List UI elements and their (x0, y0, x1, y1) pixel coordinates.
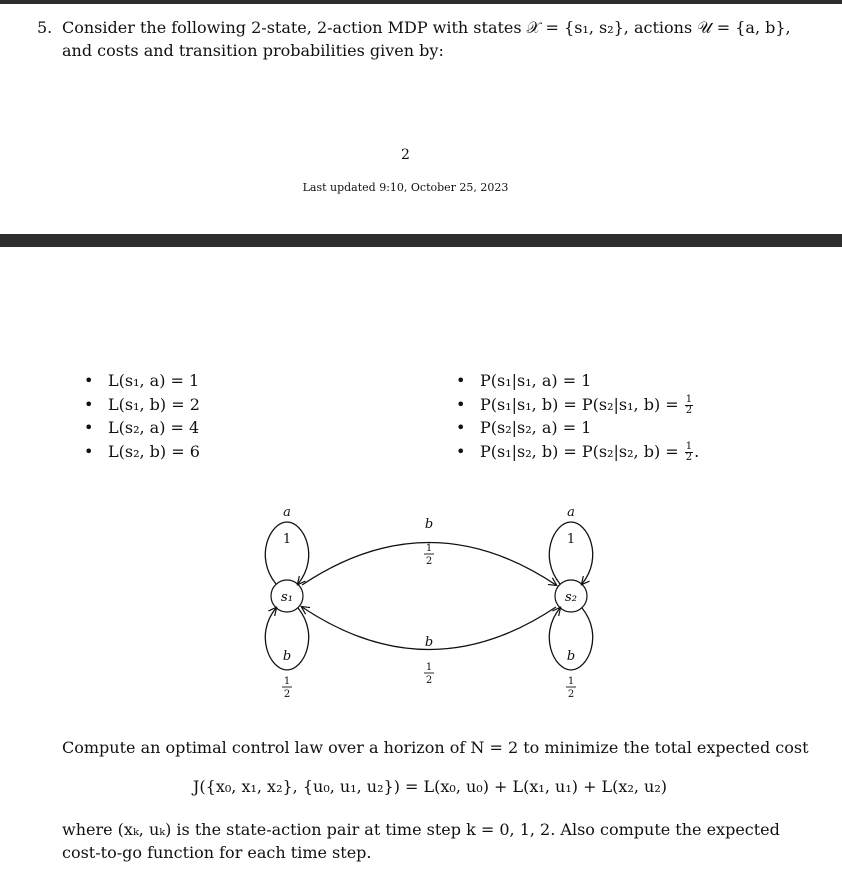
state-s2-label: s₂ (565, 590, 577, 605)
svg-text:2: 2 (425, 675, 433, 686)
svg-text:1: 1 (283, 676, 291, 687)
transition-item: • P(s₂|s₂, a) = 1 (456, 416, 699, 440)
s2-loop-a-prob: 1 (566, 532, 576, 547)
svg-text:2: 2 (567, 689, 575, 700)
svg-text:2: 2 (425, 556, 433, 567)
fraction-half: $\frac{1}{2}$ (685, 393, 693, 416)
cost-equation: J({x₀, x₁, x₂}, {u₀, u₁, u₂}) = L(x₀, u₀) + L(x₁, u₁) + L(x₂, u₂) (193, 777, 667, 796)
problem-line-2: and costs and transition probabilities given by: (62, 41, 444, 60)
s1-loop-a-action: a (283, 505, 291, 520)
edge-top-prob (424, 543, 434, 567)
problem-line-1: Consider the following 2-state, 2-action MDP with states 𝒳 = {s₁, s₂}, actions 𝒰 = {a, b}, (62, 18, 791, 37)
fraction-half: $\frac{1}{2}$ (685, 440, 693, 463)
svg-text:1: 1 (425, 543, 433, 554)
last-updated: Last updated 9:10, October 25, 2023 (302, 181, 509, 194)
svg-text:1: 1 (425, 662, 433, 673)
s1-loop-b-action: b (282, 649, 292, 664)
edge-bottom-action: b (424, 635, 434, 650)
where-line-2: cost-to-go function for each time step. (62, 843, 372, 862)
problem-number: 5. (37, 18, 53, 37)
transition-item: • P(s₁|s₁, a) = 1 (456, 369, 699, 393)
s2-loop-b-prob (566, 676, 576, 700)
transition-item: • P(s₁|s₁, b) = P(s₂|s₁, b) = $\frac{1}{2}$ (456, 393, 699, 417)
cost-item: • L(s₂, b) = 6 (84, 440, 200, 464)
compute-intro: Compute an optimal control law over a horizon of N = 2 to minimize the total expected cost (62, 738, 809, 757)
s1-loop-b-prob (282, 676, 292, 700)
cost-item: • L(s₁, a) = 1 (84, 369, 200, 393)
svg-text:1: 1 (567, 676, 575, 687)
s1-loop-a-prob: 1 (282, 532, 292, 547)
state-s1-label: s₁ (281, 590, 293, 605)
page-number: 2 (401, 147, 410, 163)
edge-bottom-prob (424, 662, 434, 686)
where-line-1: where (xₖ, uₖ) is the state-action pair at time step k = 0, 1, 2. Also compute the expected (62, 820, 780, 839)
edge-top-action: b (424, 517, 434, 532)
s2-loop-b-action: b (566, 649, 576, 664)
cost-item: • L(s₁, b) = 2 (84, 393, 200, 417)
s2-loop-a-action: a (567, 505, 575, 520)
cost-item: • L(s₂, a) = 4 (84, 416, 200, 440)
transition-item: • P(s₁|s₂, b) = P(s₂|s₂, b) = $\frac{1}{2}$ . (456, 440, 699, 464)
svg-text:2: 2 (283, 689, 291, 700)
